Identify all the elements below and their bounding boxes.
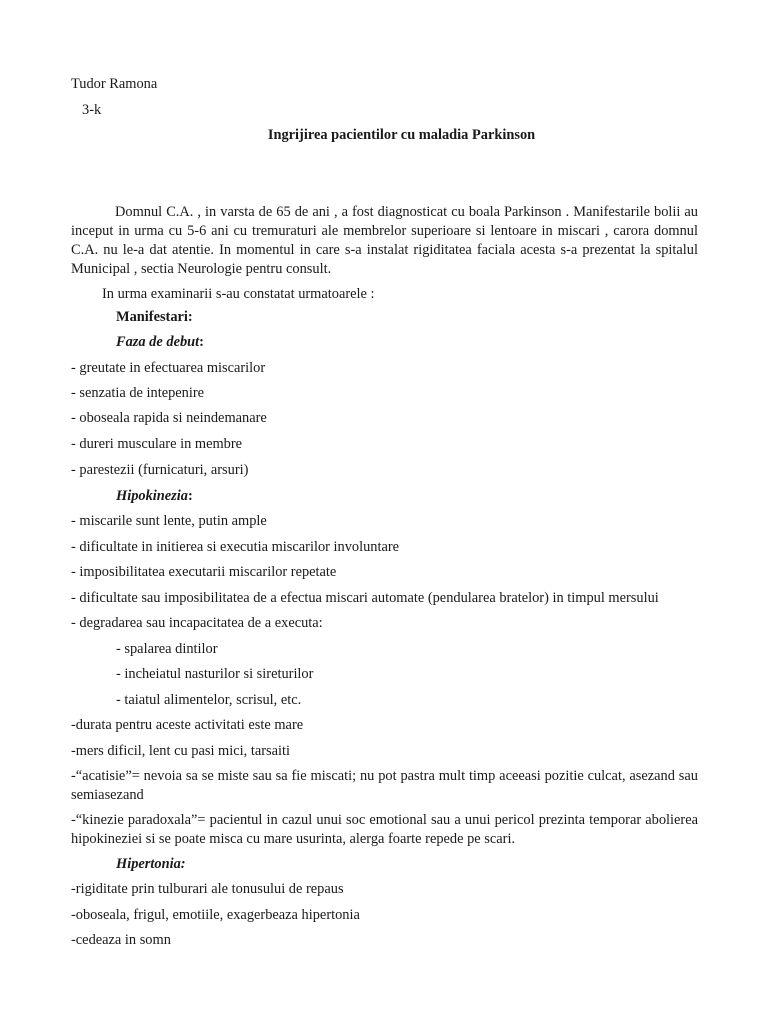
hipokinezia-colon: : <box>187 488 193 504</box>
list-item: -rigiditate prin tulburari ale tonusului de repaus <box>71 881 344 897</box>
list-item: - imposibilitatea executarii miscarilor repetate <box>71 564 337 580</box>
list-item: - dificultate sau imposibilitatea de a efectua miscari automate (pendularea bratelor) in timpul mersului <box>71 590 659 606</box>
sub-list-item: - taiatul alimentelor, scrisul, etc. <box>116 692 302 708</box>
faza-debut-colon: : <box>199 334 204 350</box>
hipertonia-heading: Hipertonia: <box>116 856 186 872</box>
hipokinezia-heading-text: Hipokinezia <box>116 488 188 504</box>
exam-line: In urma examinarii s-au constatat urmatoarele : <box>102 286 375 302</box>
list-item: - dureri musculare in membre <box>71 436 243 452</box>
author-name: Tudor Ramona <box>71 76 158 92</box>
sub-list-item: - incheiatul nasturilor si sireturilor <box>116 666 314 682</box>
faza-debut-heading <box>116 333 204 351</box>
list-item: - parestezii (furnicaturi, arsuri) <box>71 462 249 478</box>
hipokinezia-heading <box>116 487 193 505</box>
document-title: Ingrijirea pacientilor cu maladia Parkinson <box>267 127 536 143</box>
list-item: -mers dificil, lent cu pasi mici, tarsaiti <box>71 743 290 759</box>
faza-debut-heading-text: Faza de debut <box>116 334 200 350</box>
manifestari-heading: Manifestari: <box>116 309 193 325</box>
sub-list-item: - spalarea dintilor <box>116 641 218 657</box>
list-item: - miscarile sunt lente, putin ample <box>71 513 267 529</box>
kinezie-paragraph: -“kinezie paradoxala”= pacientul in cazul unui soc emotional sau a unui pericol prezinta temporar abolierea hipokineziei si se poate misca cu mare usurinta, alerga foarte repede pe scari. <box>71 812 698 847</box>
list-item: -oboseala, frigul, emotiile, exagerbeaza hipertonia <box>71 907 360 923</box>
list-item: - greutate in efectuarea miscarilor <box>71 360 266 376</box>
list-item: - degradarea sau incapacitatea de a executa: <box>71 615 323 631</box>
list-item: - oboseala rapida si neindemanare <box>71 410 267 426</box>
acatisie-paragraph: -“acatisie”= nevoia sa se miste sau sa fie miscati; nu pot pastra mult timp aceeasi pozitie culcat, asezand sau semiasezand <box>71 768 698 803</box>
group-label: 3-k <box>82 102 102 118</box>
list-item: - dificultate in initierea si executia miscarilor involuntare <box>71 539 400 555</box>
list-item: -cedeaza in somn <box>71 932 171 948</box>
list-item: - senzatia de intepenire <box>71 385 205 401</box>
intro-paragraph: Domnul C.A. , in varsta de 65 de ani , a fost diagnosticat cu boala Parkinson . Manifestarile bolii au inceput in urma cu 5-6 ani cu tremuraturi ale membrelor superioare si lentoare in miscari , carora domnul C.A. nu le-a dat atentie. In momentul in care s-a instalat rigiditatea faciala acesta s-a prezentat la spitalul Municipal , sectia Neurologie pentru consult. <box>71 204 698 277</box>
list-item: -durata pentru aceste activitati este mare <box>71 717 304 733</box>
